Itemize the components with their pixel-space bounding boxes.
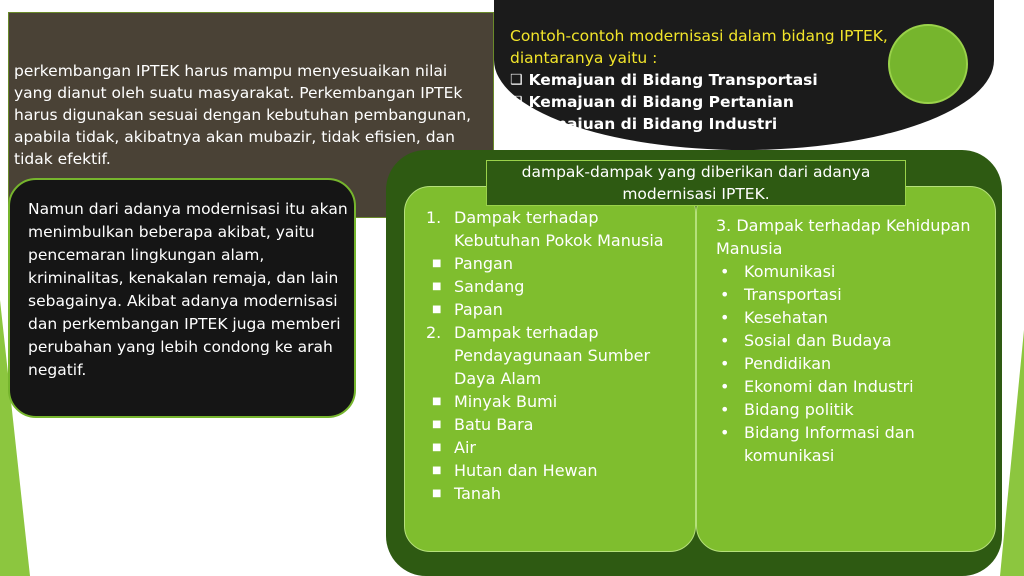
checkbox-icon: ❑ xyxy=(510,94,523,110)
square-bullet-icon: ■ xyxy=(432,281,442,292)
square-bullet-icon: ■ xyxy=(432,258,442,269)
example-item xyxy=(510,69,890,91)
list-item: ■ Sandang xyxy=(426,275,686,298)
list-item: ■ Tanah xyxy=(426,482,686,505)
bullet-icon: • xyxy=(720,354,730,373)
negative-effects-paragraph: Namun dari adanya modernisasi itu akan menimbulkan beberapa akibat, yaitu pencemaran lingkungan alam, kriminalitas, kenakalan remaja, dan lain sebagainya. Akibat adanya modernisasi dan perkembangan IPTEK juga memberi perubahan yang lebih condong ke arah negatif. xyxy=(28,200,348,379)
bullet-icon: • xyxy=(720,285,730,304)
square-bullet-icon: ■ xyxy=(432,304,442,315)
impact-header: dampak-dampak yang diberikan dari adanya modernisasi IPTEK. xyxy=(486,160,906,206)
checkbox-icon: ❑ xyxy=(510,72,523,88)
example-item-label: Kemajuan di Bidang Transportasi xyxy=(528,71,818,89)
impact-right-list xyxy=(716,214,986,467)
square-bullet-icon: ■ xyxy=(432,442,442,453)
bullet-icon: • xyxy=(720,423,730,442)
right-green-wedge xyxy=(1000,330,1024,576)
section-title: Dampak terhadap Kebutuhan Pokok Manusia xyxy=(454,208,664,250)
section-title: 3. Dampak terhadap Kehidupan Manusia xyxy=(716,216,971,258)
square-bullet-icon: ■ xyxy=(432,465,442,476)
list-item: • Pendidikan xyxy=(716,352,986,375)
list-item: • Bidang politik xyxy=(716,398,986,421)
list-item: • Ekonomi dan Industri xyxy=(716,375,986,398)
list-item: • Sosial dan Budaya xyxy=(716,329,986,352)
list-item: ■ Pangan xyxy=(426,252,686,275)
bullet-icon: • xyxy=(720,262,730,281)
examples-intro: Contoh-contoh modernisasi dalam bidang IPTEK, diantaranya yaitu : xyxy=(510,27,888,67)
list-item: ■ Minyak Bumi xyxy=(426,390,686,413)
example-item xyxy=(510,113,890,135)
impact-left-list xyxy=(426,206,686,505)
section-number: 1. xyxy=(426,208,442,227)
checkbox-icon: ❑ xyxy=(510,116,523,132)
list-item: • Transportasi xyxy=(716,283,986,306)
section-heading xyxy=(426,321,686,390)
list-item: ■ Hutan dan Hewan xyxy=(426,459,686,482)
bullet-icon: • xyxy=(720,308,730,327)
example-item xyxy=(510,91,890,113)
square-bullet-icon: ■ xyxy=(432,488,442,499)
list-item: • Kesehatan xyxy=(716,306,986,329)
list-item: ■ Batu Bara xyxy=(426,413,686,436)
examples-content xyxy=(510,25,890,135)
section-heading xyxy=(426,206,686,252)
section-title: Dampak terhadap Pendayagunaan Sumber Daya Alam xyxy=(454,323,651,388)
list-item: ■ Papan xyxy=(426,298,686,321)
intro-paragraph: perkembangan IPTEK harus mampu menyesuaikan nilai yang dianut oleh suatu masyarakat. Perkembangan IPTEk harus digunakan sesuai dengan kebutuhan pembangunan, apabila tidak, akibatnya akan mubazir, tidak efisien, dan tidak efektif. xyxy=(14,62,472,168)
section-number: 2. xyxy=(426,323,442,342)
bullet-icon: • xyxy=(720,400,730,419)
bullet-icon: • xyxy=(720,377,730,396)
square-bullet-icon: ■ xyxy=(432,419,442,430)
square-bullet-icon: ■ xyxy=(432,396,442,407)
green-circle-decoration xyxy=(888,24,968,104)
bullet-icon: • xyxy=(720,331,730,350)
list-item: • Komunikasi xyxy=(716,260,986,283)
example-item-label: Kemajuan di Bidang Pertanian xyxy=(528,93,794,111)
list-item: • Bidang Informasi dan komunikasi xyxy=(716,421,986,467)
list-item: ■ Air xyxy=(426,436,686,459)
example-item-label: Kemajuan di Bidang Industri xyxy=(528,115,778,133)
